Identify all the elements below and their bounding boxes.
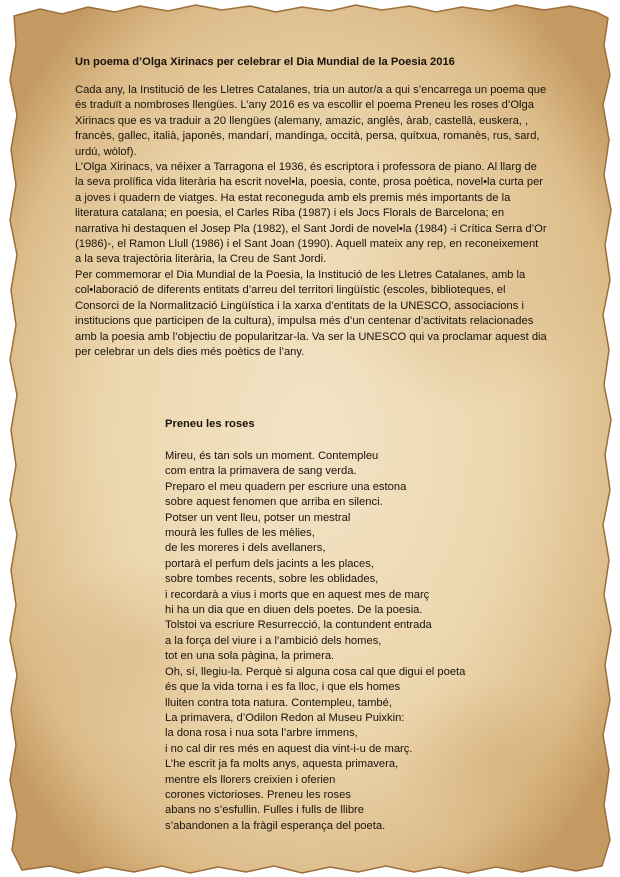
poem-line: Preparo el meu quadern per escriure una estona [165, 480, 407, 493]
poem-line: abans no s’esfullin. Fulles i fulls de llibre [165, 804, 364, 817]
poem-line: Potser un vent lleu, potser un mestral [165, 511, 351, 524]
intro-paragraph: L’Olga Xirinacs, va néixer a Tarragona el 1936, és escriptora i professora de piano. Al llarg de la seva prolífica vida literària ha escrit novel•la, poesia, conte, prosa poètica, novel•la curta per a joves i quadern de viatges. Ha estat reconeguda amb els premis més importants de la literatura catalana; en poesia, el Carles Riba (1987) i els Jocs Florals de Barcelona; en narrativa hi destaquen el Josep Pla (1982), el Sant Jordi de novel•la (1984) -i Crítica Serra d’Or (1986)-, el Ramon Llull (1986) i el Sant Joan (1990). Aquell mateix any rep, en reconeixement a la seva trajectòria literària, la Creu de Sant Jordi. [75, 161, 547, 266]
poem-line: és que la vida torna i es fa lloc, i que els homes [165, 681, 401, 694]
intro-paragraph: Per commemorar el Dia Mundial de la Poesia, la Institució de les Lletres Catalanes, amb la col•laboració de diferents entitats d’arreu del territori lingüístic (escoles, biblioteques, el Consorci de la Normalització Lingüística i la xarxa d’entitats de la UNESCO, associacions i institucions que participen de la cultura), impulsa més d’un centenar d’activitats relacionades amb la poesia amb l’objectiu de popularitzar-la. Va ser la UNESCO qui va proclamar aquest dia per celebrar un dels dies més poètics de l’any. [75, 268, 547, 358]
poem-line: Tolstoi va escriure Resurrecció, la contundent entrada [165, 619, 432, 632]
poem-line: L’he escrit ja fa molts anys, aquesta primavera, [165, 758, 399, 771]
poem-line: lluiten contra tota natura. Contempleu, també, [165, 696, 392, 709]
poem-line: la dona rosa i nua sota l’arbre immens, [165, 727, 358, 740]
poem-line: corones victorioses. Preneu les roses [165, 788, 351, 801]
poem-line: com entra la primavera de sang verda. [165, 465, 357, 478]
poem-line: de les moreres i dels avellaners, [165, 542, 326, 555]
intro-text [75, 83, 547, 360]
poem-line: Mireu, és tan sols un moment. Contempleu [165, 450, 379, 462]
poem-line: a la força del viure i a l’ambició dels homes, [165, 634, 382, 647]
intro-paragraph: Cada any, la Institució de les Lletres Catalanes, tria un autor/a a qui s’encarrega un poema que és traduït a nombroses llengües. L’any 2016 es va escollir el poema Preneu les roses d’Olga Xirinacs que es va traduir a 20 llengües (alemany, amazic, anglès, àrab, castellà, euskera, , francès, gallec, italià, japonès, mandarí, mandinga, occità, persa, quítxua, romanès, rus, sard, urdú, wòlof). [75, 84, 547, 158]
poem-line: Oh, sí, llegiu-la. Perquè si alguna cosa cal que digui el poeta [165, 665, 466, 678]
poem-line: sobre aquest fenomen que arriba en silenci. [165, 496, 383, 509]
poem-line: hi ha un dia que en diuen dels poetes. De la poesia. [165, 604, 423, 617]
poem-title: Preneu les roses [165, 418, 255, 430]
poem-line: mourà les fulles de les mèlies, [165, 527, 315, 540]
poem-line: s’abandonen a la fràgil esperança del poeta. [165, 819, 386, 832]
poem-line: sobre tombes recents, sobre les oblidades, [165, 573, 379, 586]
poem-line: La primavera, d’Odilon Redon al Museu Puixkin: [165, 711, 405, 724]
poem-line: tot en una sola pàgina, la primera. [165, 650, 335, 663]
poem-line: portarà el perfum dels jacints a les places, [165, 557, 374, 570]
document-title: Un poema d’Olga Xirinacs per celebrar el Dia Mundial de la Poesia 2016 [75, 56, 455, 68]
poem-line: mentre els llorers creixien i oferien [165, 773, 336, 786]
poem-line: i recordarà a vius i morts que en aquest mes de març [165, 588, 430, 601]
poem-lines [165, 449, 495, 834]
poem-line: i no cal dir res més en aquest dia vint-i-u de març. [165, 742, 413, 755]
poem [165, 417, 495, 834]
